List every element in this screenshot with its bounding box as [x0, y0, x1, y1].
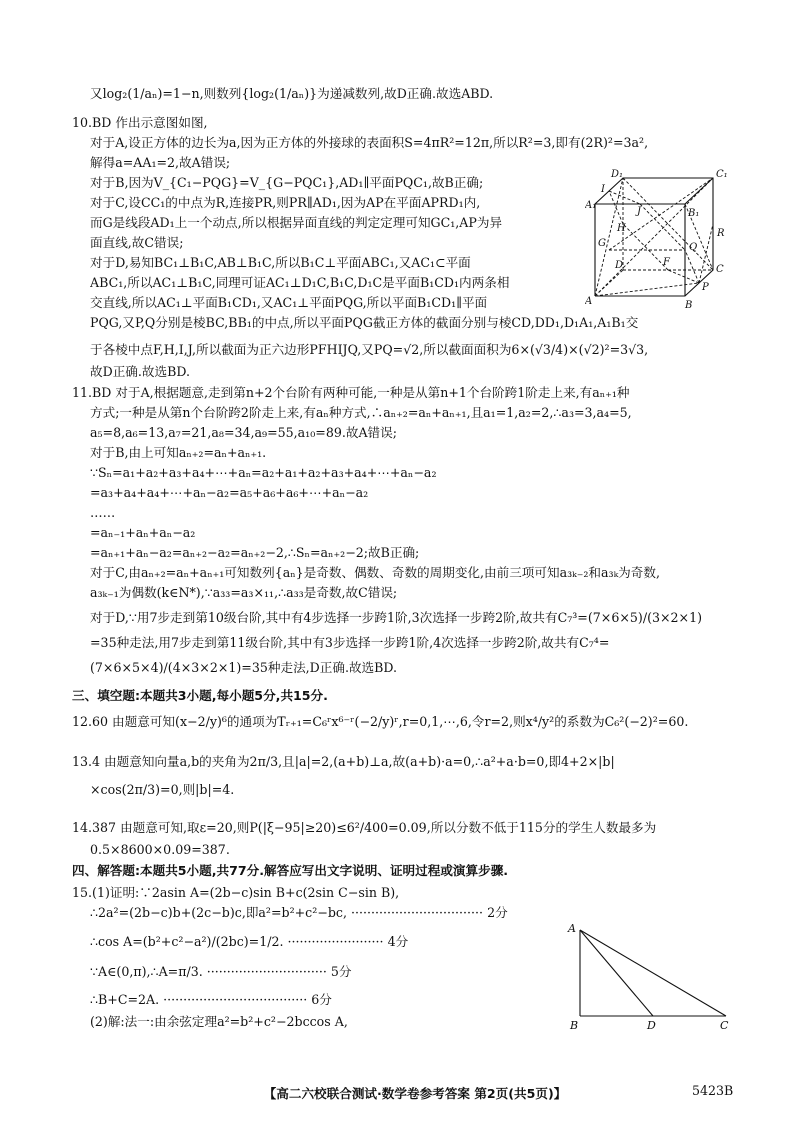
text-line: ∴cos A=(b²+c²−a²)/(2bc)=1/2. ························ 4分	[90, 934, 409, 949]
text-line: ABC₁,所以AC₁⊥B₁C,同理可证AC₁⊥D₁C,B₁C,D₁C是平面B₁CD₁内两条相	[90, 275, 510, 290]
text-line: ∴2a²=(2b−c)b+(2c−b)c,即a²=b²+c²−bc, ································· 2分	[90, 905, 508, 920]
text-line: =a₃+a₄+a₄+⋯+aₙ−a₂=a₅+a₆+a₆+⋯+aₙ−a₂	[90, 485, 369, 500]
text-line: 对于A,设正方体的边长为a,因为正方体的外接球的表面积S=4πR²=12π,所以R²=3,即有(2R)²=3a²,	[90, 135, 649, 150]
text-line: 方式;一种是从第n个台阶跨2阶走上来,有aₙ种方式,∴aₙ₊₂=aₙ+aₙ₊₁,且a₁=1,a₂=2,∴a₃=3,a₄=5,	[90, 405, 632, 420]
text-line: =aₙ₋₁+aₙ+aₙ−a₂	[90, 525, 196, 540]
text-line: 对于B,由上可知aₙ₊₂=aₙ+aₙ₊₁.	[90, 445, 267, 460]
text-line: =35种走法,用7步走到第11级台阶,其中有3步选择一步跨1阶,4次选择一步跨2阶,故共有C₇⁴=	[90, 635, 610, 650]
cube-label: H	[617, 223, 626, 234]
cube-figure	[585, 168, 735, 310]
text-line: 对于C,设CC₁的中点为R,连接PR,则PR∥AD₁,因为AP在平面APRD₁内,	[90, 195, 481, 210]
cube-label: B₁	[688, 208, 700, 219]
triangle-label: D	[647, 1019, 656, 1032]
section-header-solve: 四、解答题:本题共5小题,共77分.解答应写出文字说明、证明过程或演算步骤.	[72, 863, 509, 878]
footer-code: 5423B	[692, 1083, 734, 1098]
text-line: 于各棱中点F,H,I,J,所以截面为正六边形PFHIJQ,又PQ=√2,所以截面面积为6×(√3/4)×(√2)²=3√3,	[90, 342, 649, 357]
triangle-label: C	[720, 1019, 729, 1032]
q11-header: 11.BD 对于A,根据题意,走到第n+2个台阶有两种可能,一种是从第n+1个台阶跨1阶走上来,有aₙ₊₁种	[72, 385, 630, 400]
text-line: =aₙ₊₁+aₙ−a₂=aₙ₊₂−a₂=aₙ₊₂−2,∴Sₙ=aₙ₊₂−2;故B正确;	[90, 545, 420, 560]
text-line: (2)解:法一:由余弦定理a²=b²+c²−2bccos A,	[90, 1014, 348, 1029]
text-line: ×cos(2π/3)=0,则|b|=4.	[90, 782, 235, 797]
cube-label: P	[702, 282, 709, 293]
cube-label: G	[598, 238, 606, 249]
cube-label: R	[717, 228, 725, 239]
section-header-fill-blank: 三、填空题:本题共3小题,每小题5分,共15分.	[72, 688, 328, 703]
text-line: 对于C,由aₙ₊₂=aₙ+aₙ₊₁可知数列{aₙ}是奇数、偶数、奇数的周期变化,由前三项可知a₃ₖ₋₂和a₃ₖ为奇数,	[90, 565, 660, 580]
cube-label: D₁	[611, 169, 624, 180]
cube-label: J	[637, 206, 642, 217]
text-line: 对于D,易知BC₁⊥B₁C,AB⊥B₁C,所以B₁C⊥平面ABC₁,又AC₁⊂平面	[90, 255, 471, 270]
triangle-label: A	[568, 922, 576, 935]
q12-line: 12.60 由题意可知(x−2/y)⁶的通项为Tᵣ₊₁=C₆ʳx⁶⁻ʳ(−2/y)ʳ,r=0,1,⋯,6,令r=2,则x⁴/y²的系数为C₆²(−2)²=60.	[72, 714, 689, 729]
q14-line: 14.387 由题意可知,取ε=20,则P(|ξ−95|≥20)≤6²/400=0.09,所以分数不低于115分的学生人数最多为	[72, 820, 657, 835]
cube-label: D	[615, 260, 624, 271]
text-line: a₅=8,a₆=13,a₇=21,a₈=34,a₉=55,a₁₀=89.故A错误;	[90, 425, 397, 440]
cube-label: Q	[689, 242, 698, 253]
text-line: 对于B,因为V_{C₁−PQG}=V_{G−PQC₁},AD₁∥平面PQC₁,故B正确;	[90, 175, 484, 190]
cube-label: C	[716, 264, 724, 275]
cube-label: B	[685, 300, 693, 310]
text-line: 解得a=AA₁=2,故A错误;	[90, 155, 231, 170]
triangle-figure	[560, 920, 740, 1032]
text-line: 又log₂(1/aₙ)=1−n,则数列{log₂(1/aₙ)}为递减数列,故D正确.故选ABD.	[90, 86, 494, 101]
q13-line: 13.4 由题意知向量a,b的夹角为2π/3,且|a|=2,(a+b)⊥a,故(a+b)·a=0,∴a²+a·b=0,即4+2×|b|	[72, 754, 615, 769]
q10-header: 10.BD 作出示意图如图,	[72, 115, 208, 130]
cube-label: I	[601, 184, 605, 195]
cube-label: A₁	[585, 200, 597, 211]
text-line: ∵A∈(0,π),∴A=π/3. ······························ 5分	[90, 964, 352, 979]
text-line: ∵Sₙ=a₁+a₂+a₃+a₄+⋯+aₙ=a₂+a₁+a₂+a₃+a₄+⋯+aₙ−a₂	[90, 465, 437, 480]
text-line: PQG,又P,Q分别是棱BC,BB₁的中点,所以平面PQG截正方体的截面分别与棱CD,DD₁,D₁A₁,A₁B₁交	[90, 315, 639, 330]
text-line: 交直线,所以AC₁⊥平面B₁CD₁,又AC₁⊥平面PQG,所以平面B₁CD₁∥平面	[90, 295, 488, 310]
cube-label: C₁	[716, 169, 728, 180]
cube-label: F	[663, 257, 670, 268]
text-line: 而G是线段AD₁上一个动点,所以根据异面直线的判定定理可知GC₁,AP为异	[90, 215, 503, 230]
cube-label: A	[585, 296, 593, 307]
q15-line: 15.(1)证明:∵2asin A=(2b−c)sin B+c(2sin C−sin B),	[72, 885, 400, 900]
text-line: 0.5×8600×0.09=387.	[90, 842, 230, 857]
text-line: a₃ₖ₋₁为偶数(k∈N*),∵a₃₃=a₃×₁₁,∴a₃₃是奇数,故C错误;	[90, 585, 398, 600]
text-line: ∴B+C=2A. ···································· 6分	[90, 992, 332, 1007]
text-line: 对于D,∵用7步走到第10级台阶,其中有4步选择一步跨1阶,3次选择一步跨2阶,故共有C₇³=(7×6×5)/(3×2×1)	[90, 610, 703, 625]
text-line: 故D正确.故选BD.	[90, 364, 190, 379]
page-footer	[0, 1081, 800, 1103]
footer-title: 【高二六校联合测试·数学卷参考答案 第2页(共5页)】	[263, 1086, 567, 1101]
triangle-label: B	[570, 1019, 579, 1032]
text-line: 面直线,故C错误;	[90, 235, 184, 250]
text-line: ……	[90, 505, 116, 520]
text-line: (7×6×5×4)/(4×3×2×1)=35种走法,D正确.故选BD.	[90, 660, 398, 675]
